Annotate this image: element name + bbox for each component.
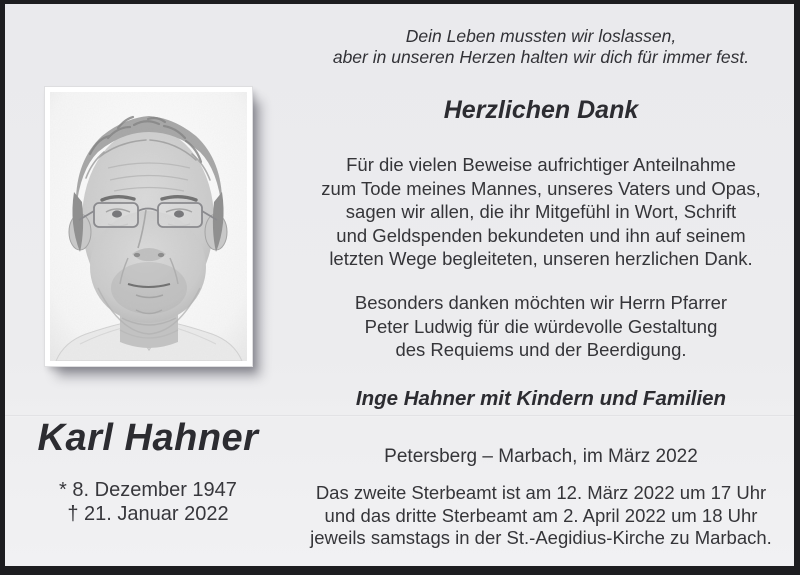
epigraph xyxy=(295,26,787,68)
notice-heading: Herzlichen Dank xyxy=(443,96,639,124)
place-date-line: Petersberg – Marbach, im März 2022 xyxy=(384,446,698,467)
epigraph-line: aber in unseren Herzen halten wir dich für immer fest. xyxy=(332,47,750,67)
service-paragraph xyxy=(295,482,787,550)
pastor-paragraph xyxy=(295,291,787,362)
deceased-name: Karl Hahner xyxy=(37,417,259,459)
thanks-paragraph xyxy=(295,153,787,271)
portrait-illustration xyxy=(50,92,247,361)
pastor-line: Peter Ludwig für die würdevolle Gestaltung xyxy=(364,315,718,337)
thanks-line: und Geldspenden bekundeten und ihn auf seinem xyxy=(336,224,746,246)
service-line: und das dritte Sterbeamt am 2. April 2022 um 18 Uhr xyxy=(324,504,758,526)
family-signature: Inge Hahner mit Kindern und Familien xyxy=(355,387,727,410)
service-line: Das zweite Sterbeamt ist am 12. März 2022 um 17 Uhr xyxy=(315,482,767,503)
life-dates xyxy=(18,478,278,526)
thanks-line: sagen wir allen, die ihr Mitgefühl in Wort, Schrift xyxy=(345,201,737,222)
thanks-line: letzten Wege begleiteten, unseren herzlichen Dank. xyxy=(329,248,753,269)
thanks-line: Für die vielen Beweise aufrichtiger Anteilnahme xyxy=(346,154,736,175)
epigraph-line: Dein Leben mussten wir loslassen, xyxy=(405,26,677,46)
pastor-line: Besonders danken möchten wir Herrn Pfarrer xyxy=(354,292,728,313)
death-date: † 21. Januar 2022 xyxy=(67,503,229,525)
pastor-line: des Requiems und der Beerdigung. xyxy=(395,339,687,360)
portrait-photo xyxy=(45,87,252,366)
thanks-line: zum Tode meines Mannes, unseres Vaters und Opas, xyxy=(321,177,761,199)
birth-date: * 8. Dezember 1947 xyxy=(59,479,237,501)
service-line: jeweils samstags in der St.-Aegidius-Kirche zu Marbach. xyxy=(310,527,772,548)
